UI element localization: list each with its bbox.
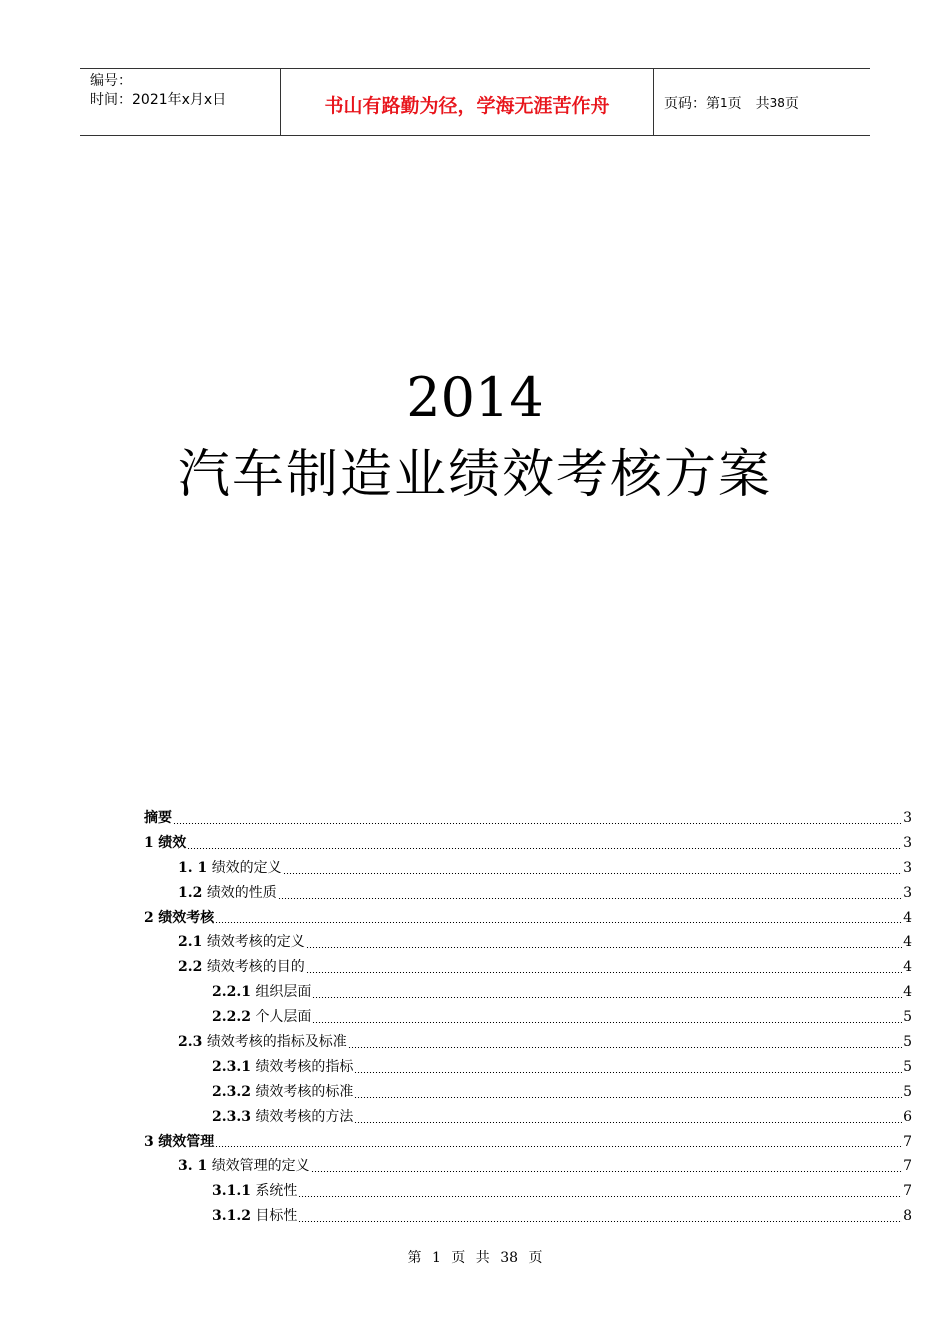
header-info-cell: [80, 69, 281, 135]
toc-entry-number: 2: [144, 909, 154, 926]
toc-entry-label: 摘要: [144, 810, 172, 826]
toc-entry[interactable]: [144, 1105, 912, 1130]
document-time-label: 时间：2021年x月x日: [90, 92, 227, 108]
toc-entry-page: 7: [903, 1183, 912, 1200]
toc-entry[interactable]: [144, 1130, 912, 1155]
page-suffix: 页: [784, 96, 799, 112]
toc-entry-number: 2.2.1: [212, 984, 251, 1001]
document-title: 汽车制造业绩效考核方案: [177, 445, 772, 505]
toc-entry-title: [212, 980, 311, 1005]
toc-entry-label: 绩效考核的标准: [255, 1083, 354, 1100]
toc-dot-leader: [298, 1221, 902, 1222]
toc-entry-label: 绩效的性质: [206, 884, 277, 901]
toc-entry-number: 3: [144, 1133, 154, 1150]
toc-entry-page: 3: [903, 810, 912, 826]
document-number-label: 编号：: [90, 73, 132, 89]
toc-entry-number: 3. 1: [178, 1158, 208, 1175]
page-header: [80, 68, 870, 136]
toc-entry-label: 绩效考核: [158, 909, 215, 926]
toc-entry-label: 绩效: [158, 834, 187, 851]
toc-entry-page: 7: [903, 1158, 912, 1175]
toc-entry-number: 2.3.3: [212, 1108, 251, 1125]
toc-dot-leader: [173, 823, 902, 824]
toc-entry-number: 2.3: [178, 1034, 203, 1051]
toc-entry-title: [178, 881, 277, 906]
toc-entry-page: 6: [903, 1108, 912, 1125]
toc-dot-leader: [215, 922, 902, 923]
toc-dot-leader: [354, 1122, 902, 1123]
page-total: 38: [769, 96, 785, 110]
toc-entry-page: 5: [903, 1034, 912, 1051]
toc-dot-leader: [215, 1146, 902, 1147]
toc-entry-label: 绩效的定义: [211, 859, 282, 876]
toc-entry[interactable]: [144, 1055, 912, 1080]
page-current: 1: [720, 96, 728, 110]
toc-dot-leader: [312, 1022, 902, 1023]
header-motto: 书山有路勤为径，学海无涯苦作舟: [281, 69, 654, 135]
toc-entry-page: 8: [903, 1208, 912, 1225]
toc-entry[interactable]: [144, 980, 912, 1005]
toc-entry[interactable]: [144, 1204, 912, 1229]
toc-entry-title: [144, 831, 186, 856]
toc-dot-leader: [298, 1196, 902, 1197]
page-prefix: 页码：第: [664, 96, 720, 112]
toc-entry[interactable]: [144, 1030, 912, 1055]
toc-entry-number: 2.3.2: [212, 1083, 251, 1100]
toc-entry-label: 绩效考核的指标及标准: [206, 1034, 347, 1051]
toc-entry-title: [212, 1080, 353, 1105]
toc-entry-number: 2.3.1: [212, 1058, 251, 1075]
toc-entry-label: 绩效考核的指标: [255, 1058, 354, 1075]
toc-entry-title: [144, 906, 214, 931]
toc-entry[interactable]: [144, 1080, 912, 1105]
toc-entry-page: 5: [903, 1058, 912, 1075]
toc-dot-leader: [278, 898, 902, 899]
toc-entry-title: [144, 1130, 214, 1155]
toc-dot-leader: [354, 1072, 902, 1073]
toc-entry-page: 5: [903, 1083, 912, 1100]
toc-dot-leader: [306, 947, 902, 948]
toc-entry-number: 1. 1: [178, 859, 208, 876]
toc-dot-leader: [306, 972, 902, 973]
page-footer: 第 1 页 共 38 页: [407, 1250, 543, 1266]
header-page-info: [654, 69, 870, 135]
toc-entry-page: 7: [903, 1133, 912, 1150]
toc-entry[interactable]: [144, 1179, 912, 1204]
toc-entry-title: [178, 856, 282, 881]
table-of-contents: [144, 806, 912, 1229]
toc-entry-title: [144, 806, 172, 831]
toc-entry-label: 系统性: [255, 1183, 298, 1200]
toc-entry-number: 1: [144, 834, 154, 851]
toc-dot-leader: [348, 1047, 902, 1048]
toc-entry-page: 3: [903, 884, 912, 901]
toc-entry-number: 2.2.2: [212, 1009, 251, 1026]
toc-entry[interactable]: [144, 906, 912, 931]
toc-entry-label: 目标性: [255, 1208, 298, 1225]
toc-entry-title: [212, 1105, 353, 1130]
toc-entry[interactable]: [144, 856, 912, 881]
toc-entry-title: [212, 1204, 297, 1229]
toc-entry-title: [178, 930, 305, 955]
toc-entry-page: 4: [903, 984, 912, 1001]
toc-entry[interactable]: [144, 831, 912, 856]
toc-dot-leader: [283, 873, 902, 874]
toc-entry-label: 组织层面: [255, 984, 312, 1001]
toc-entry-label: 绩效考核的定义: [206, 934, 305, 951]
toc-entry-page: 4: [903, 909, 912, 926]
toc-entry-label: 个人层面: [255, 1009, 312, 1026]
toc-entry-label: 绩效管理: [158, 1133, 215, 1150]
toc-entry-label: 绩效管理的定义: [211, 1158, 310, 1175]
toc-entry-page: 4: [903, 959, 912, 976]
toc-entry-page: 5: [903, 1009, 912, 1026]
toc-entry-number: 2.1: [178, 934, 203, 951]
page-mid: 页 共: [727, 96, 770, 112]
toc-entry[interactable]: [144, 930, 912, 955]
toc-entry-number: 3.1.2: [212, 1208, 251, 1225]
toc-entry-title: [178, 1030, 347, 1055]
toc-dot-leader: [311, 1171, 902, 1172]
toc-dot-leader: [312, 997, 902, 998]
toc-entry-number: 1.2: [178, 884, 203, 901]
toc-entry[interactable]: [144, 955, 912, 980]
toc-entry-title: [178, 1154, 310, 1179]
toc-entry-page: 4: [903, 934, 912, 951]
toc-entry-label: 绩效考核的方法: [255, 1108, 354, 1125]
toc-entry-title: [178, 955, 305, 980]
toc-entry[interactable]: [144, 806, 912, 831]
toc-entry[interactable]: [144, 1154, 912, 1179]
toc-entry-label: 绩效考核的目的: [206, 959, 305, 976]
toc-entry[interactable]: [144, 881, 912, 906]
toc-dot-leader: [354, 1097, 902, 1098]
toc-entry-page: 3: [903, 834, 912, 851]
toc-entry-title: [212, 1179, 297, 1204]
toc-entry-title: [212, 1005, 311, 1030]
title-year: 2014: [406, 366, 544, 429]
toc-entry[interactable]: [144, 1005, 912, 1030]
toc-entry-title: [212, 1055, 353, 1080]
toc-dot-leader: [187, 848, 902, 849]
toc-entry-page: 3: [903, 859, 912, 876]
toc-entry-number: 2.2: [178, 959, 203, 976]
toc-entry-number: 3.1.1: [212, 1183, 251, 1200]
